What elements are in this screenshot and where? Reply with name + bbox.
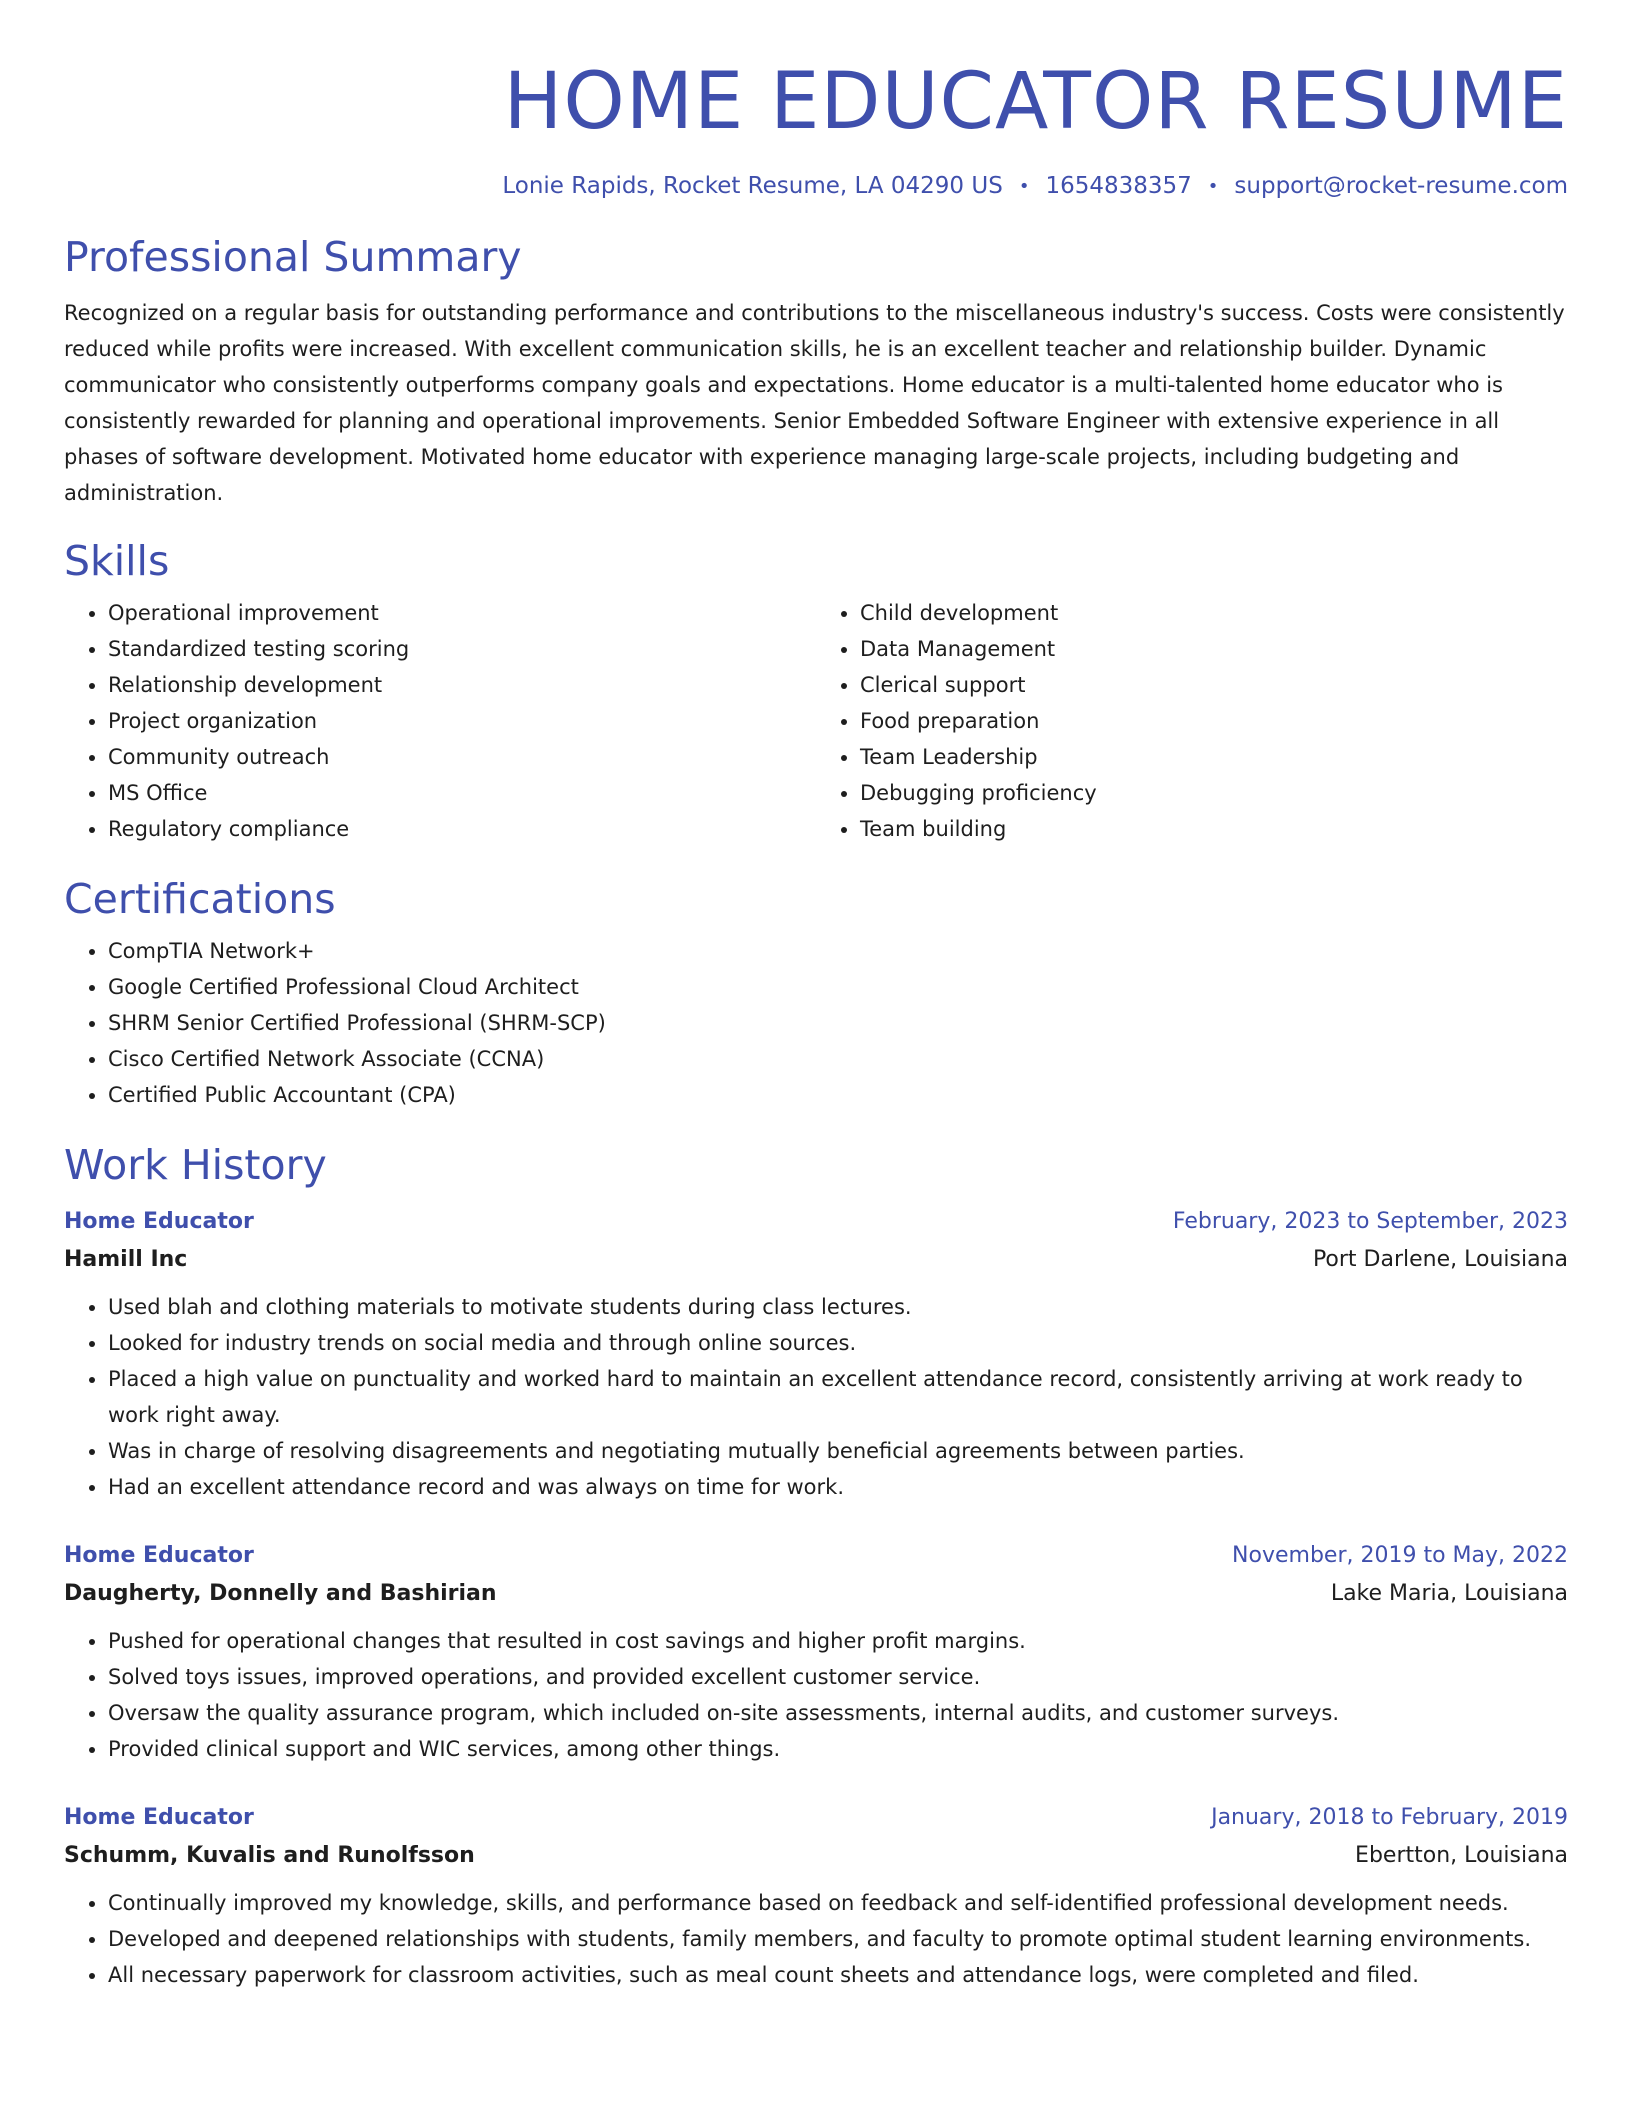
resume-header — [64, 0, 1568, 203]
job-bullet: • All necessary paperwork for classroom activities, such as meal count sheets and attendance logs, were completed and filed. — [108, 1957, 1568, 1993]
job-dates: January, 2018 to February, 2019 — [1211, 1805, 1568, 1830]
resume-page — [64, 0, 1568, 1993]
certifications-section — [64, 873, 1568, 1113]
section-title-certifications: Certifications — [64, 875, 336, 923]
skill-item: • Clerical support — [860, 667, 1568, 703]
skill-item: • Child development — [860, 595, 1568, 631]
job-bullet: • Used blah and clothing materials to motivate students during class lectures. — [108, 1289, 1568, 1325]
job-bullet: • Had an excellent attendance record and was always on time for work. — [108, 1469, 1568, 1505]
job-location: Port Darlene, Louisiana — [1312, 1247, 1568, 1272]
job-bullet: • Looked for industry trends on social media and through online sources. — [108, 1325, 1568, 1361]
job-bullets — [64, 1289, 1568, 1505]
certification-item: • Cisco Certified Network Associate (CCNA) — [108, 1041, 1568, 1077]
certification-item: • SHRM Senior Certified Professional (SHRM-SCP) — [108, 1005, 1568, 1041]
job-bullet: • Provided clinical support and WIC services, among other things. — [108, 1731, 1568, 1767]
certification-item: • Certified Public Accountant (CPA) — [108, 1077, 1568, 1113]
job-title: Home Educator — [64, 1805, 254, 1830]
job-title: Home Educator — [64, 1209, 254, 1234]
job-title: Home Educator — [64, 1543, 254, 1568]
job-bullet: • Solved toys issues, improved operations, and provided excellent customer service. — [108, 1659, 1568, 1695]
job-header-row — [64, 1203, 1568, 1241]
certifications-list — [64, 933, 1568, 1113]
job-location: Lake Maria, Louisiana — [1330, 1581, 1568, 1606]
skills-list-right — [816, 595, 1568, 847]
job-company: Schumm, Kuvalis and Runolfsson — [64, 1843, 475, 1868]
skill-item: • Food preparation — [860, 703, 1568, 739]
job-company-row — [64, 1575, 1568, 1613]
job-bullet: • Continually improved my knowledge, skills, and performance based on feedback and self-identified professional development needs. — [108, 1885, 1568, 1921]
contact-line — [64, 170, 1568, 203]
skill-item: • Operational improvement — [108, 595, 816, 631]
job-entry — [64, 1203, 1568, 1505]
job-bullet: • Placed a high value on punctuality and worked hard to maintain an excellent attendance record, consistently arriving at work ready to work right away. — [108, 1361, 1568, 1433]
skill-item: • Community outreach — [108, 739, 816, 775]
contact-separator: • — [1018, 176, 1030, 197]
job-bullet: • Pushed for operational changes that resulted in cost savings and higher profit margins. — [108, 1623, 1568, 1659]
job-company-row — [64, 1837, 1568, 1875]
certification-item: • Google Certified Professional Cloud Architect — [108, 969, 1568, 1005]
contact-phone: 1654838357 — [1045, 173, 1192, 199]
summary-text: Recognized on a regular basis for outstanding performance and contributions to the miscellaneous industry's success. Costs were consistently reduced while profits were increased. With excellent communication skills, he is an excellent teacher and relationship builder. Dynamic communicator who consistently outperforms company goals and expectations. Home educator is a multi-talented home educator who is consistently rewarded for planning and operational improvements. Senior Embedded Software Engineer with extensive experience in all phases of software development. Motivated home educator with experience managing large-scale projects, including budgeting and administration. — [64, 301, 1565, 505]
job-header-row — [64, 1799, 1568, 1837]
section-title-work-history: Work History — [64, 1141, 327, 1189]
certification-item: • CompTIA Network+ — [108, 933, 1568, 969]
contact-email[interactable]: support@rocket-resume.com — [1234, 173, 1568, 199]
contact-address: Lonie Rapids, Rocket Resume, LA 04290 US — [502, 173, 1003, 199]
skill-item: • Standardized testing scoring — [108, 631, 816, 667]
skill-item: • MS Office — [108, 775, 816, 811]
job-dates: February, 2023 to September, 2023 — [1172, 1209, 1568, 1234]
skill-item: • Team Leadership — [860, 739, 1568, 775]
skill-item: • Project organization — [108, 703, 816, 739]
skill-item: • Regulatory compliance — [108, 811, 816, 847]
skills-grid — [64, 595, 1568, 847]
job-bullets — [64, 1623, 1568, 1767]
job-company: Hamill Inc — [64, 1247, 188, 1272]
job-bullets — [64, 1885, 1568, 1993]
skill-item: • Debugging proficiency — [860, 775, 1568, 811]
job-company: Daugherty, Donnelly and Bashirian — [64, 1581, 497, 1606]
work-history-section — [64, 1139, 1568, 1993]
skill-item: • Team building — [860, 811, 1568, 847]
skill-item: • Data Management — [860, 631, 1568, 667]
skills-section — [64, 535, 1568, 847]
skill-item: • Relationship development — [108, 667, 816, 703]
section-title-skills: Skills — [64, 537, 170, 585]
summary-section — [64, 231, 1568, 511]
job-entry — [64, 1537, 1568, 1767]
job-bullet: • Oversaw the quality assurance program, which included on-site assessments, internal audits, and customer surveys. — [108, 1695, 1568, 1731]
job-company-row — [64, 1241, 1568, 1279]
job-header-row — [64, 1537, 1568, 1575]
contact-separator: • — [1207, 176, 1219, 197]
job-dates: November, 2019 to May, 2022 — [1232, 1543, 1568, 1568]
job-entry — [64, 1799, 1568, 1993]
skills-list-left — [64, 595, 816, 847]
job-bullet: • Was in charge of resolving disagreements and negotiating mutually beneficial agreements between parties. — [108, 1433, 1568, 1469]
job-bullet: • Developed and deepened relationships with students, family members, and faculty to promote optimal student learning environments. — [108, 1921, 1568, 1957]
resume-title: HOME EDUCATOR RESUME — [503, 57, 1568, 147]
section-title-summary: Professional Summary — [64, 233, 522, 281]
job-location: Ebertton, Louisiana — [1355, 1843, 1568, 1868]
